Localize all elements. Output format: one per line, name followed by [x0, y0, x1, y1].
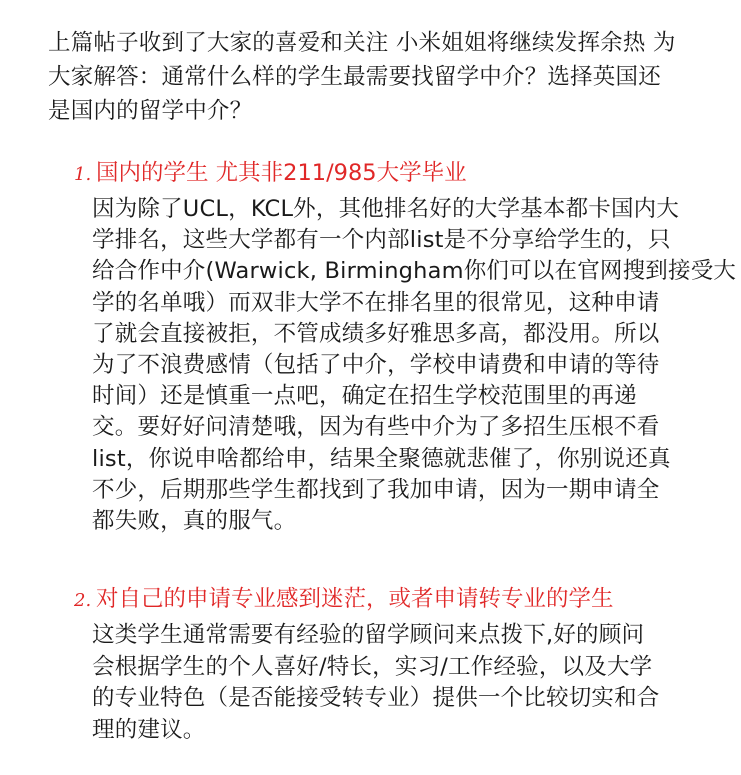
- body-line: 这类学生通常需要有经验的留学顾问来点拨下,好的顾问: [92, 622, 645, 648]
- list-item-body: [92, 194, 737, 537]
- body-line: 交。要好好问清楚哦，因为有些中介为了多招生压根不看: [92, 414, 660, 441]
- body-line: 为了不浪费感情（包括了中介，学校申请费和申请的等待: [92, 352, 660, 379]
- list-item-number: 1.: [74, 164, 92, 185]
- body-line: 都失败，真的服气。: [92, 508, 297, 535]
- body-line: 会根据学生的个人喜好/特长，实习/工作经验，以及大学: [92, 653, 653, 680]
- body-line: 理的建议。: [92, 716, 206, 743]
- body-line: 学的名单哦）而双非大学不在排名里的很常见，这种申请: [92, 289, 660, 316]
- intro-line: 上篇帖子收到了大家的喜爱和关注 小米姐姐将继续发挥余热 为: [48, 30, 676, 56]
- body-line: 不少，后期那些学生都找到了我加申请，因为一期申请全: [92, 476, 660, 503]
- list-item-heading: [74, 582, 714, 618]
- intro-line: 大家解答：通常什么样的学生最需要找留学中介？选择英国还: [48, 64, 661, 90]
- list-item-2: [74, 582, 714, 746]
- list-item-body: [92, 620, 714, 746]
- intro-paragraph: [48, 26, 708, 128]
- body-line: 给合作中介(Warwick, Birmingham你们可以在官网搜到接受大: [92, 258, 737, 285]
- body-line: 时间）还是慎重一点吧，确定在招生学校范围里的再递: [92, 383, 637, 410]
- body-line: 学排名，这些大学都有一个内部list是不分享给学生的，只: [92, 227, 671, 254]
- body-line: 因为除了UCL，KCL外，其他排名好的大学基本都卡国内大: [92, 196, 680, 222]
- body-line: 了就会直接被拒，不管成绩多好雅思多高，都没用。所以: [92, 320, 660, 347]
- body-line: list，你说申啥都给申，结果全聚德就悲催了，你别说还真: [92, 445, 671, 472]
- body-line: 的专业特色（是否能接受转专业）提供一个比较切实和合: [92, 685, 660, 711]
- list-item-title: 国内的学生 尤其非211/985大学毕业: [96, 160, 467, 186]
- list-item-1: [74, 156, 737, 537]
- list-item-heading: [74, 156, 714, 192]
- list-item-number: 2.: [74, 590, 92, 611]
- intro-line: 是国内的留学中介？: [48, 98, 253, 124]
- list-item-title: 对自己的申请专业感到迷茫，或者申请转专业的学生: [96, 586, 614, 612]
